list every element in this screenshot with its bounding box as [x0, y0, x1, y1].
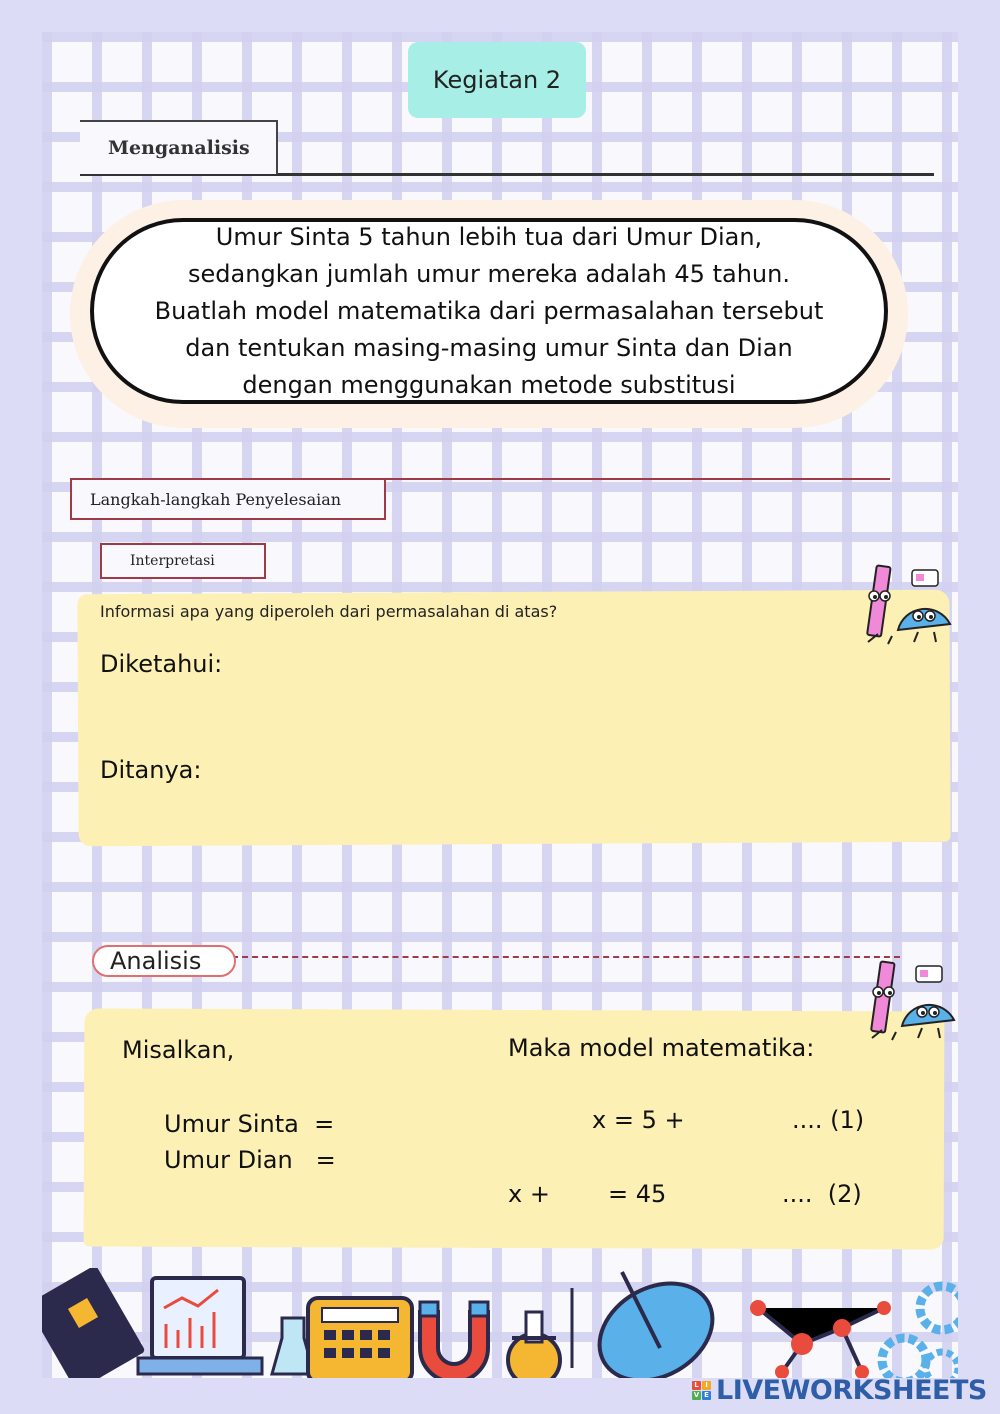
- badge-letter-v: V: [693, 1390, 700, 1399]
- misalkan-label: Misalkan,: [122, 1036, 235, 1064]
- model-label: Maka model matematika:: [508, 1034, 815, 1062]
- section-tab-menganalisis: [80, 120, 278, 174]
- ditanya-label: Ditanya:: [100, 756, 202, 784]
- diketahui-answer[interactable]: [262, 650, 902, 730]
- equation-2-left: x +: [508, 1180, 550, 1208]
- math-tools-doodle-icon: [858, 560, 954, 650]
- equation-1-left: x = 5 +: [592, 1106, 685, 1134]
- kegiatan-label: Kegiatan 2: [432, 66, 562, 94]
- retort-flask-icon: [508, 1288, 572, 1378]
- analisis-tab: [92, 945, 236, 977]
- liveworksheets-brand: LIVEWORKSHEETS: [716, 1374, 987, 1406]
- equation-2-right: = 45: [608, 1180, 667, 1208]
- interpretasi-question: Informasi apa yang diperoleh dari permasalahan di atas?: [100, 602, 558, 621]
- worksheet-page: [42, 32, 958, 1378]
- steps-title-tab: [70, 478, 386, 520]
- analisis-label: Analisis: [110, 947, 202, 975]
- laptop-chart-icon: [138, 1278, 262, 1374]
- section-label: Menganalisis: [108, 137, 250, 159]
- problem-box: [90, 218, 888, 404]
- molecule-icon: [750, 1300, 891, 1378]
- kegiatan-badge: [408, 42, 586, 118]
- dian-label: Umur Dian =: [164, 1146, 336, 1174]
- calculator-icon: [308, 1298, 412, 1378]
- badge-letter-i: I: [702, 1381, 711, 1390]
- problem-text: Umur Sinta 5 tahun lebih tua dari Umur Dian, sedangkan jumlah umur mereka adalah 45 tahun. Buatlah model matematika dari permasalahan tersebut dan tentukan masing-masing umur Sinta dan Dian dengan menggunakan metode substitusi: [154, 222, 824, 399]
- interpretasi-tab: [100, 543, 266, 579]
- liveworksheets-logo[interactable]: [692, 1374, 987, 1406]
- liveworksheets-badge-icon: [692, 1381, 711, 1400]
- gears-icon: [882, 1286, 958, 1378]
- analisis-rule: [232, 956, 900, 958]
- math-tools-doodle-icon-2: [862, 956, 958, 1046]
- interpretasi-label: Interpretasi: [130, 553, 215, 569]
- magnet-icon: [420, 1302, 488, 1378]
- equation-2-number: .... (2): [782, 1180, 862, 1208]
- badge-letter-e: E: [702, 1391, 711, 1400]
- badge-letter-l: L: [692, 1381, 701, 1390]
- science-doodles: [42, 1268, 958, 1378]
- diketahui-label: Diketahui:: [100, 650, 223, 678]
- satellite-dish-icon: [582, 1268, 730, 1378]
- equation-1-number: .... (1): [792, 1106, 865, 1134]
- sinta-label: Umur Sinta =: [164, 1110, 335, 1138]
- book-icon: [42, 1268, 146, 1378]
- steps-title: Langkah-langkah Penyelesaian: [90, 489, 342, 509]
- ditanya-answer[interactable]: [242, 756, 902, 826]
